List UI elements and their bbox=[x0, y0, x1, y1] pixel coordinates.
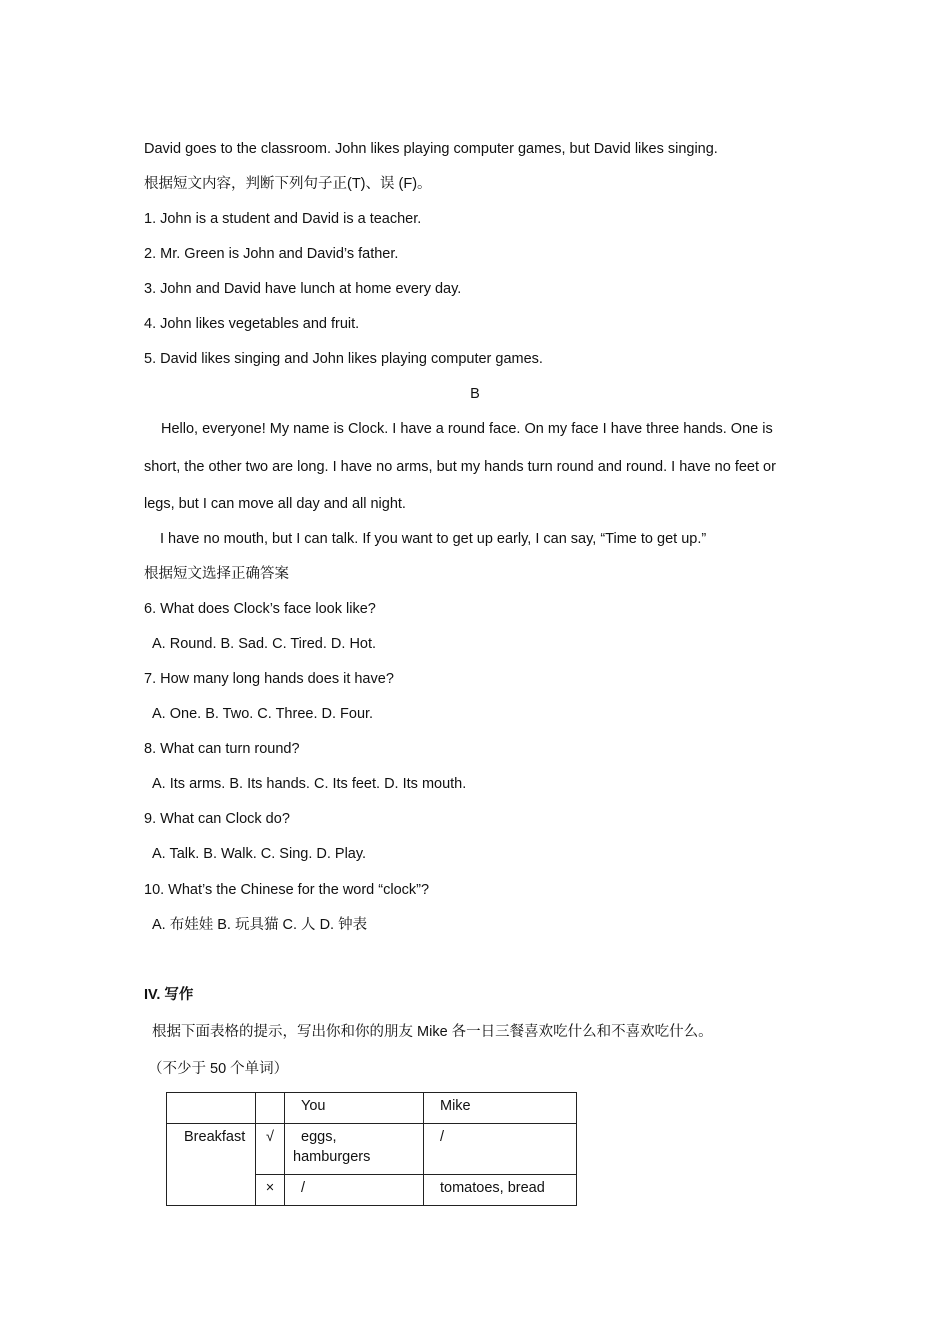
mc-options: A. One. B. Two. C. Three. D. Four. bbox=[152, 706, 374, 722]
tf-instruction: 根据短文内容，判断下列句子正(T)、误 (F)。 bbox=[144, 176, 432, 192]
mc-question: 7. How many long hands does it have? bbox=[144, 671, 394, 687]
tf-item: 2. Mr. Green is John and David’s father. bbox=[144, 246, 399, 262]
table-header-mike: Mike bbox=[424, 1093, 577, 1124]
table-row bbox=[167, 1124, 577, 1175]
mc-instruction: 根据短文选择正确答案 bbox=[144, 566, 289, 582]
mc-options: A. Round. B. Sad. C. Tired. D. Hot. bbox=[152, 636, 377, 652]
mike-likes: / bbox=[424, 1124, 577, 1175]
word-limit: （不少于 50 个单词） bbox=[148, 1061, 289, 1077]
mc-options: A. Its arms. B. Its hands. C. Its feet. D. Its mouth. bbox=[152, 776, 467, 792]
writing-instruction: 根据下面表格的提示，写出你和你的朋友 Mike 各一日三餐喜欢吃什么和不喜欢吃什么。 bbox=[152, 1024, 713, 1040]
passage-b-paragraph-1: Hello, everyone! My name is Clock. I have a round face. On my face I have three hands. One is short, the other two are long. I have no arms, but my hands turn round and round. I have no feet or legs, but I can move all day and all night. bbox=[144, 421, 776, 512]
you-dislikes: / bbox=[285, 1175, 424, 1206]
table-header-you: You bbox=[285, 1093, 424, 1124]
passage-a-tail: David goes to the classroom. John likes playing computer games, but David likes singing. bbox=[144, 141, 718, 157]
tf-item: 4. John likes vegetables and fruit. bbox=[144, 316, 360, 332]
tf-item: 3. John and David have lunch at home every day. bbox=[144, 281, 462, 297]
meal-label: Breakfast bbox=[167, 1124, 256, 1206]
table-header-row bbox=[167, 1093, 577, 1124]
mc-question: 8. What can turn round? bbox=[144, 741, 300, 757]
mc-question: 6. What does Clock’s face look like? bbox=[144, 601, 376, 617]
dislike-mark: × bbox=[256, 1175, 285, 1206]
table-header-cell bbox=[167, 1093, 256, 1124]
like-mark: √ bbox=[256, 1124, 285, 1175]
mike-dislikes: tomatoes, bread bbox=[424, 1175, 577, 1206]
tf-item: 1. John is a student and David is a teacher. bbox=[144, 211, 422, 227]
mc-options: A. 布娃娃 B. 玩具猫 C. 人 D. 钟表 bbox=[152, 917, 368, 933]
writing-heading: IV. 写作 bbox=[144, 987, 194, 1003]
mc-question: 9. What can Clock do? bbox=[144, 811, 290, 827]
passage-b-paragraph-2: I have no mouth, but I can talk. If you want to get up early, I can say, “Time to get up.” bbox=[160, 531, 707, 547]
mc-question: 10. What’s the Chinese for the word “clock”? bbox=[144, 882, 430, 898]
meal-preference-table bbox=[166, 1092, 577, 1206]
section-b-label: B bbox=[470, 386, 480, 402]
mc-options: A. Talk. B. Walk. C. Sing. D. Play. bbox=[152, 846, 367, 862]
you-likes: eggs, hamburgers bbox=[285, 1124, 424, 1175]
table-header-cell bbox=[256, 1093, 285, 1124]
tf-item: 5. David likes singing and John likes playing computer games. bbox=[144, 351, 543, 367]
